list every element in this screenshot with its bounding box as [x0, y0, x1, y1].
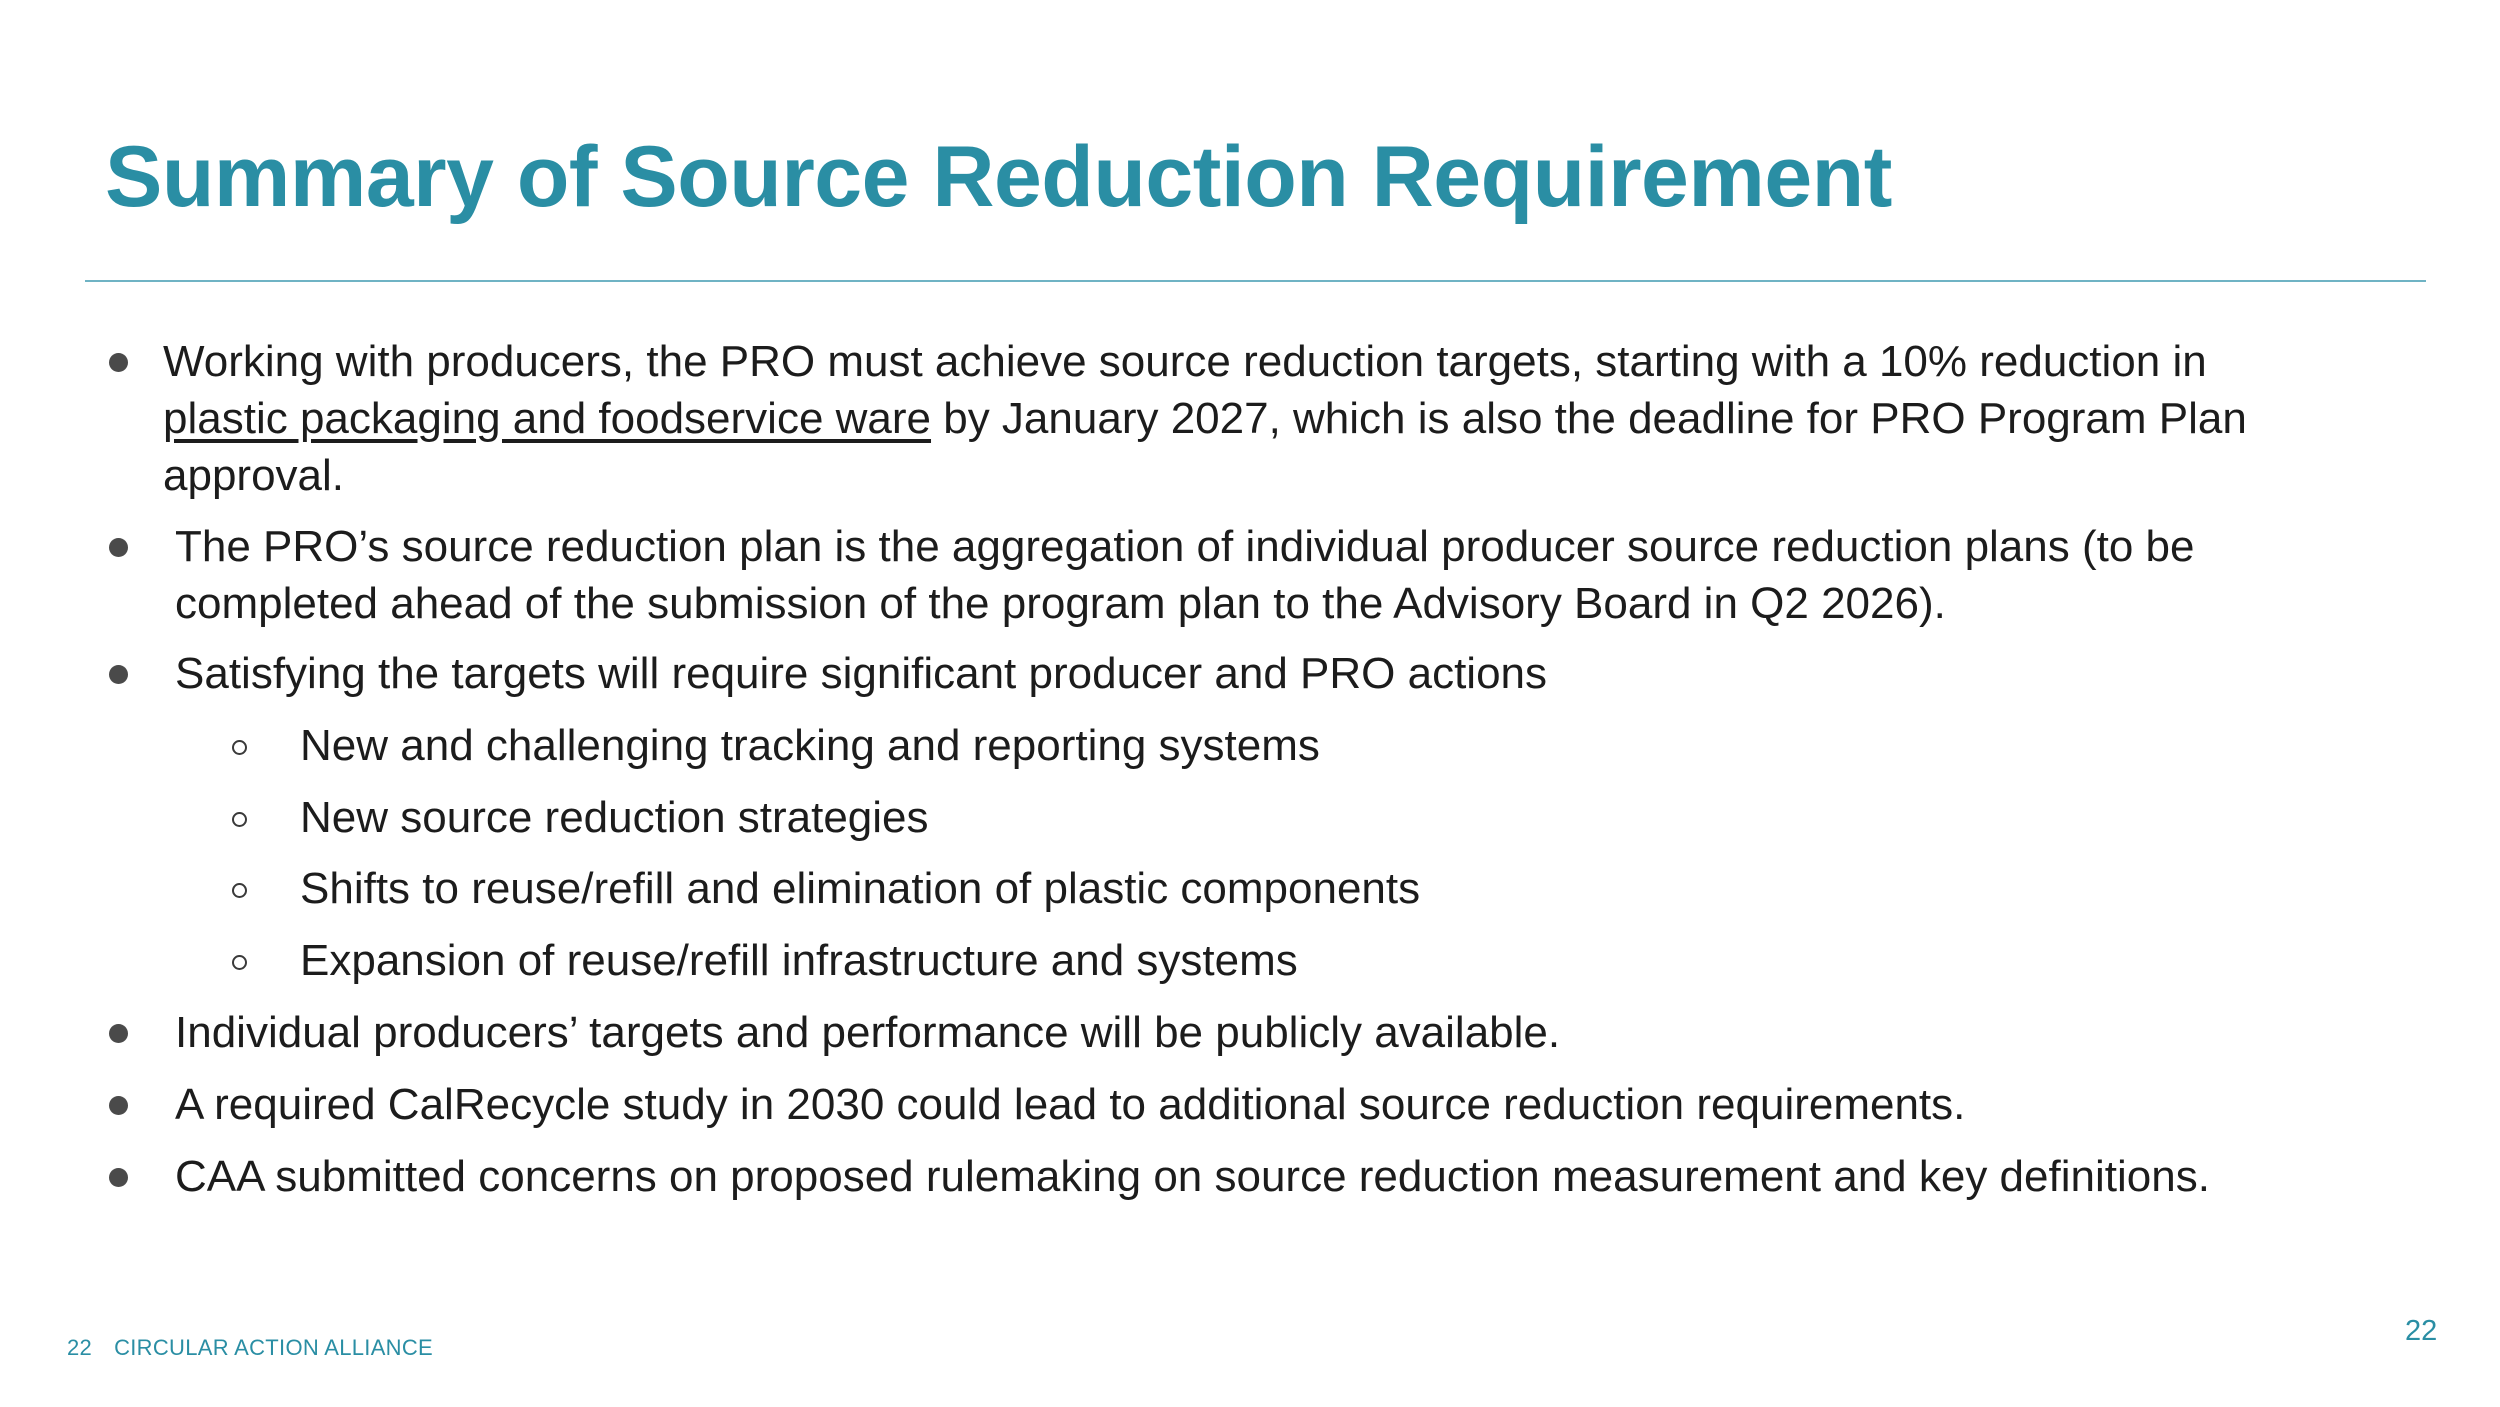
bullet-ring-icon: [232, 740, 247, 755]
bullet-ring-icon: [232, 812, 247, 827]
bullet-dot-icon: [109, 1096, 128, 1115]
sub-bullet-3-text: Shifts to reuse/refill and elimination of plastic components: [300, 864, 1421, 913]
bullet-dot-icon: [109, 538, 128, 557]
bullet-dot-icon: [109, 1024, 128, 1043]
sub-bullet-4-text: Expansion of reuse/refill infrastructure and systems: [300, 936, 1298, 985]
bullet-1-line-2: [163, 390, 2247, 447]
slide-title: Summary of Source Reduction Requirement: [105, 129, 1892, 225]
footer-branding: [67, 1335, 433, 1361]
bullet-dot-icon: [109, 353, 128, 372]
sub-bullet-2-text: New source reduction strategies: [300, 793, 929, 842]
bullet-dot-icon: [109, 665, 128, 684]
bullet-5-text: A required CalRecycle study in 2030 could lead to additional source reduction requirements.: [175, 1080, 1966, 1129]
sub-bullet-1-text: New and challenging tracking and reporting systems: [300, 721, 1320, 770]
bullet-1-line-3: approval.: [163, 451, 345, 500]
bullet-2-line-2: completed ahead of the submission of the program plan to the Advisory Board in Q2 2026).: [175, 579, 1946, 628]
plastic-packaging-link[interactable]: plastic packaging and foodservice ware: [163, 394, 932, 443]
bullet-ring-icon: [232, 883, 247, 898]
bullet-2-line-1: The PRO’s source reduction plan is the aggregation of individual producer source reduction plans (to be: [175, 522, 2195, 571]
bullet-dot-icon: [109, 1168, 128, 1187]
bullet-4-text: Individual producers’ targets and performance will be publicly available.: [175, 1008, 1561, 1057]
bullet-1-line-2-text: by January 2027, which is also the deadline for PRO Program Plan: [931, 394, 2247, 443]
slide-page-number: 22: [2405, 1315, 2438, 1347]
bullet-ring-icon: [232, 955, 247, 970]
bullet-1-line-1: Working with producers, the PRO must achieve source reduction targets, starting with a 10% reduction in: [163, 337, 2207, 386]
bullet-6-text: CAA submitted concerns on proposed rulemaking on source reduction measurement and key definitions.: [175, 1152, 2210, 1201]
footer-page-number: 22: [67, 1335, 93, 1360]
footer-org-name: CIRCULAR ACTION ALLIANCE: [114, 1335, 434, 1360]
bullet-3-text: Satisfying the targets will require significant producer and PRO actions: [175, 649, 1548, 698]
